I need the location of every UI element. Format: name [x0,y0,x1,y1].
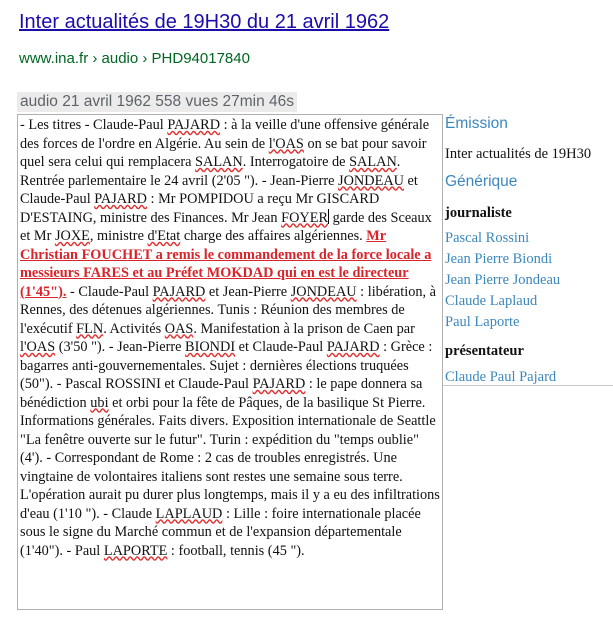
desc-text: . Rentrée parlementaire le 24 avril (2'05 "). - Jean-Pierre [20,154,401,189]
spell-word: PAJARD [94,191,147,207]
desc-text: . Manifestation à la prison de Caen par [193,320,415,337]
result-meta: audio 21 avril 1962 558 vues 27min 46s [17,92,297,112]
spell-word: LAPORTE [103,542,168,559]
desc-text: : football, tennis (45 "). [167,542,305,559]
spell-word: PAJARD [252,376,306,392]
spell-word: FOYER [281,209,328,226]
spell-word: OAS [164,320,194,337]
desc-text: : Lille : foire internationale placée sous le signe du Marché commun et de l'expansion départementale (1'40"). - Paul [20,505,421,559]
spell-word: PAJARD [152,283,206,300]
spell-word: PAJARD [167,117,221,133]
desc-text: et Jean-Pierre [205,283,291,300]
desc-text: - Les titres - Claude-Paul [20,117,168,133]
desc-text: . Activités [103,320,165,337]
desc-text: : à la veille d'une offensive générale des forces de l'ordre en Algérie. Au sein de [20,117,430,152]
journaliste-link[interactable]: Jean Pierre Jondeau [445,272,561,288]
desc-text: : Mr POMPIDOU a reçu Mr GISCARD D'ESTAING, ministre des Finances. Mr Jean [20,191,380,226]
desc-text: . Interrogatoire de [242,154,350,170]
desc-text: garde des Sceaux et Mr [20,209,432,244]
emission-value: Inter actualités de 19H30 [445,146,592,162]
desc-text: et Claude-Paul [235,339,327,355]
journaliste-label: journaliste [445,205,512,221]
result-url[interactable]: www.ina.fr › audio › PHD94017840 [19,50,250,67]
desc-text: on se bat pour savoir quel sera celui qui remplacera [20,135,427,170]
desc-text: - Claude-Paul [66,283,153,300]
journaliste-link[interactable]: Jean Pierre Biondi [445,251,553,267]
spell-word: SALAN [195,154,243,170]
generique-heading[interactable]: Générique [445,173,518,190]
spell-word: ubi [90,394,109,411]
spell-word: JONDEAU [338,172,404,189]
desc-text: et Claude-Paul [20,172,418,207]
desc-text: : le pape donnera sa bénédiction [20,376,423,411]
presentateur-label: présentateur [445,343,524,359]
spell-word: d'Etat [147,228,181,244]
highlighted-passage: Mr Christian FOUCHET a remis le commandement de la force locale a messieurs FARES et au Préfet MOKDAD qui en est le directeur (1'45"). [20,228,432,300]
result-title-link[interactable]: Inter actualités de 19H30 du 21 avril 1962 [19,11,390,33]
spell-word: PAJARD [326,339,380,355]
desc-text: : libération, à Rennes, des détenues algériennes. Tunis : Réunion des membres de l'exécutif [20,283,437,337]
spell-word: BIONDI [185,339,236,355]
spell-word: JOXE [54,228,90,244]
desc-text: et orbi pour la fête de Pâques, de la basilique St Pierre. Informations générales. Faits divers. Exposition internationale de Seattle "La fenêtre ouverte sur le futur". Turin : expédition du "temps oublie" (4'). - Correspondant de Rome : 2 cas de troubles enregistrés. Une vingtaine de volontaires italiens sont restes une semaine sous terre. L'opération aurait pu durer plus longtemps, mais il y a eu des infiltrations d'eau (1'10 "). - Claude [20,394,440,522]
desc-text: (3'50 "). - Jean-Pierre [55,339,186,355]
presentateur-link[interactable]: Claude Paul Pajard [445,369,557,385]
emission-heading[interactable]: Émission [445,115,508,132]
desc-text: charge des affaires algériennes. [180,228,367,244]
desc-text: , ministre [89,228,148,244]
spell-word: l'OAS [20,339,56,355]
desc-text: : Grèce : bagarres anti-gouvernementales. Sujet : dernières élections truquées (50"). - Pascal ROSSINI et Claude-Paul [20,339,433,392]
journaliste-link[interactable]: Claude Laplaud [445,293,538,309]
credits-panel [443,114,613,386]
journaliste-link[interactable]: Paul Laporte [445,314,520,330]
spell-word: LAPLAUD [155,505,223,522]
spell-word: SALAN [349,154,397,170]
spell-word: l'OAS [268,135,304,152]
journaliste-link[interactable]: Pascal Rossini [445,230,530,246]
description-textbox[interactable] [17,114,443,610]
spell-word: JONDEAU [290,283,357,300]
spell-word: FLN [76,320,104,337]
